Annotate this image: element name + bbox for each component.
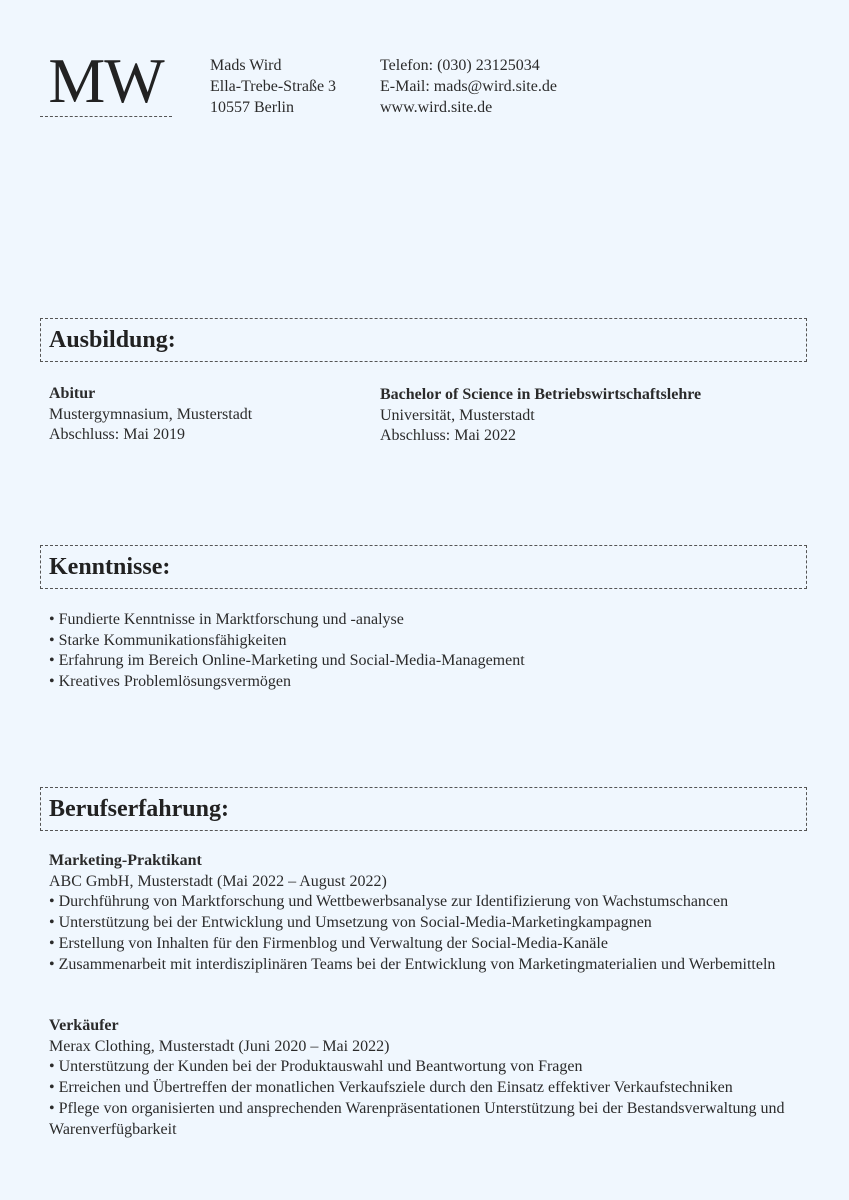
education-graduation: Abschluss: Mai 2022 [380,427,516,445]
list-item: • Erfahrung im Bereich Online-Marketing und Social-Media-Management [49,652,525,670]
city-address: 10557 Berlin [210,99,294,116]
education-degree: Bachelor of Science in Betriebswirtschaftslehre [380,386,702,403]
list-item: • Pflege von organisierten und ansprechenden Warenpräsentationen Unterstützung bei der Bestandsverwaltung und Warenverfügbarkeit [49,1099,785,1138]
section-title: Berufserfahrung: [49,796,229,822]
list-item: • Fundierte Kenntnisse in Marktforschung und -analyse [49,611,404,628]
section-experience-header [40,787,807,831]
job-company: ABC GmbH, Musterstadt (Mai 2022 – August 2022) [49,872,387,890]
education-entry [49,384,252,446]
list-item: • Erreichen und Übertreffen der monatlichen Verkaufsziele durch den Einsatz effektiver Verkaufstechniken [49,1079,733,1097]
list-item: • Unterstützung der Kunden bei der Produktauswahl und Beantwortung von Fragen [49,1058,583,1076]
job-company: Merax Clothing, Musterstadt (Juni 2020 – Mai 2022) [49,1037,390,1055]
education-school: Universität, Musterstadt [380,406,535,424]
list-item: • Unterstützung bei der Entwicklung und Umsetzung von Social-Media-Marketingkampagnen [49,914,652,932]
section-education-header [40,318,807,362]
monogram-logo: MW [40,46,172,117]
section-skills-header [40,545,807,589]
list-item: • Starke Kommunikationsfähigkeiten [49,631,287,649]
education-graduation: Abschluss: Mai 2019 [49,426,185,444]
job-role: Verkäufer [49,1017,119,1034]
contact-block [380,55,557,118]
job-entry [49,851,799,975]
list-item: • Durchführung von Marktforschung und Wettbewerbsanalyse zur Identifizierung von Wachstumschancen [49,893,729,911]
section-title: Ausbildung: [49,327,176,353]
phone-number: Telefon: (030) 23125034 [380,57,540,74]
education-school: Mustergymnasium, Musterstadt [49,405,253,423]
job-role: Marketing-Praktikant [49,852,202,869]
list-item: • Zusammenarbeit mit interdisziplinären Teams bei der Entwicklung von Marketingmaterialien und Werbemitteln [49,955,776,973]
person-name: Mads Wird [210,57,282,74]
email-address: E-Mail: mads@wird.site.de [380,78,557,95]
list-item: • Kreatives Problemlösungsvermögen [49,673,291,691]
list-item: • Erstellung von Inhalten für den Firmenblog und Verwaltung der Social-Media-Kanäle [49,934,608,952]
section-title: Kenntnisse: [49,554,171,580]
website-url: www.wird.site.de [380,99,493,116]
skills-list [49,610,525,693]
education-degree: Abitur [49,385,96,402]
education-entry [380,385,701,447]
address-block [210,55,336,118]
street-address: Ella-Trebe-Straße 3 [210,78,337,95]
job-entry [49,1016,799,1140]
